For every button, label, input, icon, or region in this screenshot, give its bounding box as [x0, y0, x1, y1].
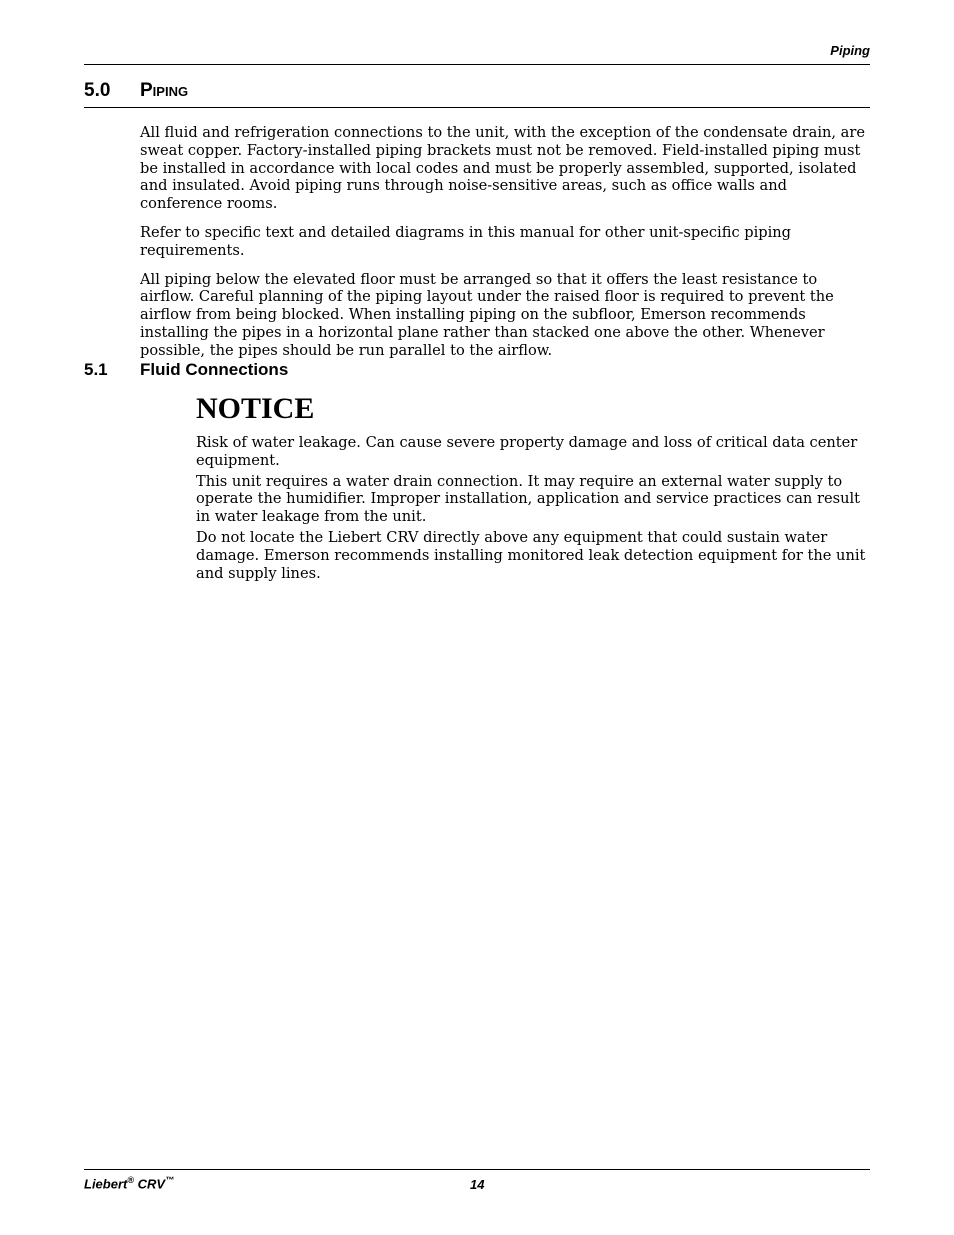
subsection-number: 5.1 [84, 360, 108, 379]
footer-rule [84, 1169, 870, 1170]
subsection-title: Fluid Connections [140, 360, 289, 379]
paragraph: All piping below the elevated floor must be arranged so that it offers the least resistance to airflow. Careful planning of the piping layout under the raised floor is required to prevent the airflow from being blocked. When installing piping on the subfloor, Emerson recommends installing the pipes in a horizontal plane rather than stacked one above the other. Whenever possible, the pipes should be run parallel to the airflow. [140, 270, 834, 359]
notice-paragraph: Risk of water leakage. Can cause severe property damage and loss of critical data center equipment. [196, 434, 858, 469]
notice-paragraph: This unit requires a water drain connection. It may require an external water supply to operate the humidifier. Improper installation, application and service practices can result in water leakage from the unit. [196, 472, 861, 526]
footer-brand: Liebert [84, 1176, 128, 1192]
header-rule [84, 64, 870, 65]
trademark-mark: ™ [165, 1175, 175, 1185]
page-number: 14 [470, 1177, 485, 1192]
subsection-heading [84, 360, 288, 380]
running-header: Piping [830, 43, 870, 58]
paragraph: Refer to specific text and detailed diagrams in this manual for other unit-specific piping requirements. [140, 223, 792, 259]
section-heading [84, 80, 188, 102]
notice-paragraph: Do not locate the Liebert CRV directly above any equipment that could sustain water damage. Emerson recommends installing monitored leak detection equipment for the unit and supply lines. [196, 528, 866, 582]
registered-mark: ® [127, 1175, 134, 1185]
section-title: Piping [140, 80, 189, 101]
section-rule [84, 107, 870, 108]
section-body [140, 124, 870, 371]
notice-title: NOTICE [196, 392, 315, 425]
section-number: 5.0 [84, 80, 111, 101]
footer-product-name: CRV [137, 1176, 166, 1192]
footer-product [84, 1175, 174, 1191]
paragraph: All fluid and refrigeration connections to the unit, with the exception of the condensate drain, are sweat copper. Factory-installed piping brackets must not be removed. Field-installed piping must be installed in accordance with local codes and must be properly assembled, supported, isolated and insulated. Avoid piping runs through noise-sensitive areas, such as office walls and conference rooms. [140, 124, 865, 213]
notice-body [196, 434, 870, 585]
